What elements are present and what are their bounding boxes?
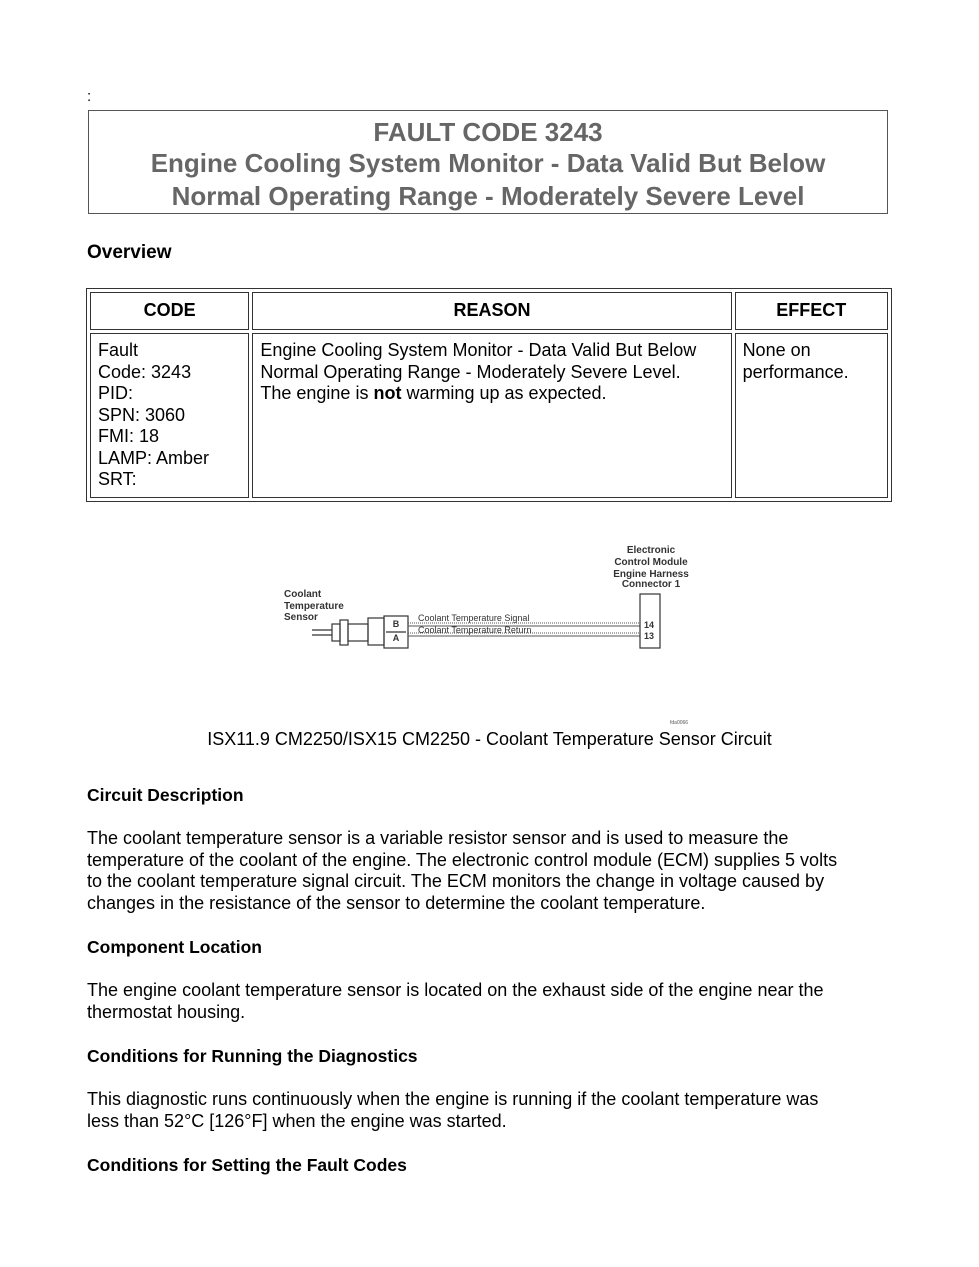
ecm-label-line: Connector 1 <box>621 579 681 590</box>
code-line: Fault <box>98 340 139 360</box>
cell-reason <box>252 333 731 498</box>
component-location-heading: Component Location <box>87 937 262 957</box>
fault-title-box <box>88 110 888 214</box>
effect-line: None on <box>742 340 811 360</box>
reason-text: warming up as expected. <box>401 383 607 403</box>
paragraph-line: thermostat housing. <box>87 1001 246 1022</box>
table-row <box>90 333 888 498</box>
reason-emphasis: not <box>373 383 402 403</box>
ecm-label-line: Control Module <box>614 557 688 568</box>
component-location-text <box>87 980 897 1023</box>
signal-wire-label: Coolant Temperature Signal <box>418 613 530 623</box>
code-line: Code: 3243 <box>98 361 192 382</box>
fault-description-line-1: Engine Cooling System Monitor - Data Valid But Below <box>150 148 826 178</box>
header-reason: REASON <box>252 292 731 330</box>
paragraph-line: temperature of the coolant of the engine. The electronic control module (ECM) supplies 5 volts <box>87 849 838 870</box>
code-line: SPN: 3060 <box>98 404 186 425</box>
sensor-label-line: Coolant <box>284 589 322 600</box>
sensor-label-line: Temperature <box>284 601 344 612</box>
pin-14-label: 14 <box>644 620 655 630</box>
ecm-label-line: Engine Harness <box>613 569 689 580</box>
pin-13-label: 13 <box>644 631 655 641</box>
code-line: SRT: <box>98 469 137 489</box>
overview-heading: Overview <box>87 242 172 263</box>
coolant-sensor-circuit-diagram <box>280 540 710 730</box>
reason-text: The engine is <box>260 383 374 403</box>
pin-b-label: B <box>392 619 400 629</box>
reason-line <box>260 383 723 405</box>
circuit-description-text <box>87 828 897 914</box>
header-effect: EFFECT <box>735 292 888 330</box>
paragraph-line: to the coolant temperature signal circuit. The ECM monitors the change in voltage caused by <box>87 871 825 891</box>
table-header-row <box>90 292 888 330</box>
code-line: PID: <box>98 383 134 403</box>
fault-description-line-2: Normal Operating Range - Moderately Severe Level <box>171 181 805 211</box>
diagram-caption: ISX11.9 CM2250/ISX15 CM2250 - Coolant Temperature Sensor Circuit <box>207 729 772 749</box>
circuit-description-heading: Circuit Description <box>87 785 244 805</box>
fault-overview-table <box>86 288 892 502</box>
paragraph-line: The coolant temperature sensor is a variable resistor sensor and is used to measure the <box>87 828 789 848</box>
reason-line: Normal Operating Range - Moderately Severe Level. <box>260 361 681 382</box>
return-wire-label: Coolant Temperature Return <box>418 625 532 635</box>
setting-conditions-heading: Conditions for Setting the Fault Codes <box>87 1155 407 1175</box>
page-prefix: : <box>87 88 92 105</box>
ecm-label-line: Electronic <box>626 545 676 556</box>
paragraph-line: This diagnostic runs continuously when the engine is running if the coolant temperature was <box>87 1089 819 1109</box>
paragraph-line: less than 52°C [126°F] when the engine was started. <box>87 1110 507 1131</box>
circuit-svg <box>280 540 710 730</box>
cell-code <box>90 333 249 498</box>
code-line: LAMP: Amber <box>98 447 210 468</box>
paragraph-line: changes in the resistance of the sensor to determine the coolant temperature. <box>87 892 706 913</box>
running-conditions-heading: Conditions for Running the Diagnostics <box>87 1046 418 1066</box>
figure-id: fda0066 <box>670 720 689 726</box>
sensor-label-line: Sensor <box>284 612 318 623</box>
cell-effect <box>735 333 888 498</box>
running-conditions-text <box>87 1089 897 1132</box>
code-line: FMI: 18 <box>98 426 160 446</box>
reason-line: Engine Cooling System Monitor - Data Valid But Below <box>260 340 697 360</box>
pin-a-label: A <box>392 633 400 643</box>
fault-code-title: FAULT CODE 3243 <box>373 117 603 147</box>
effect-line: performance. <box>742 361 849 382</box>
paragraph-line: The engine coolant temperature sensor is located on the exhaust side of the engine near the <box>87 980 824 1000</box>
header-code: CODE <box>90 292 249 330</box>
